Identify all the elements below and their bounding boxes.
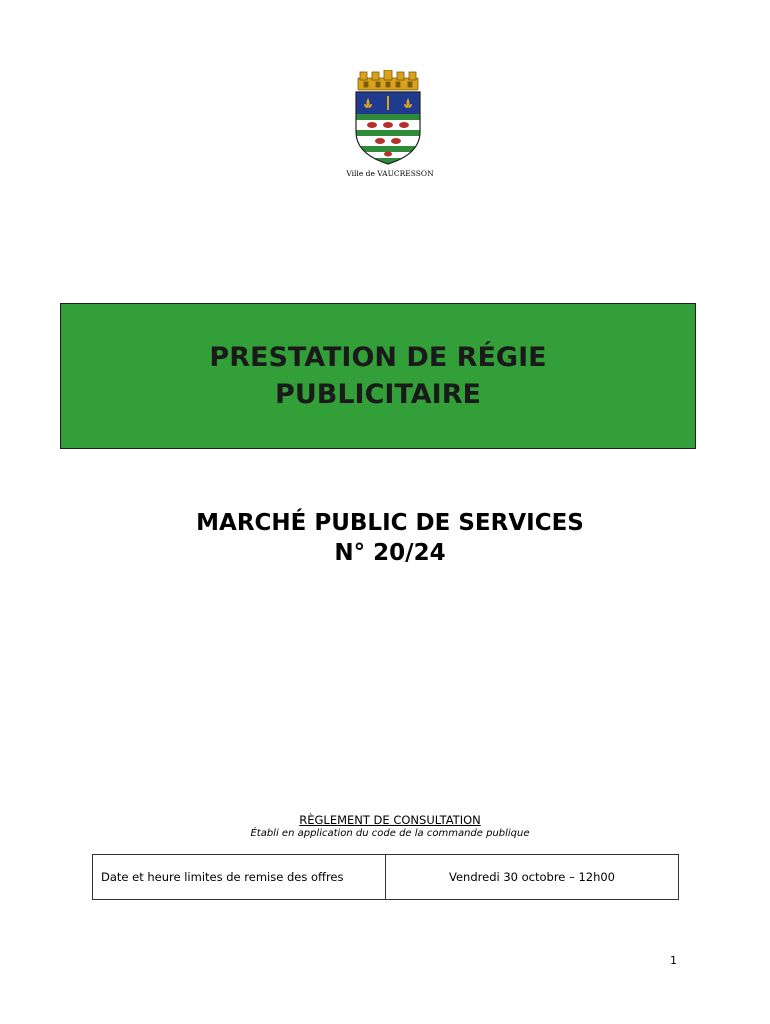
contract-type: MARCHÉ PUBLIC DE SERVICES <box>196 510 584 536</box>
coat-of-arms-icon <box>352 70 424 166</box>
contract-number: N° 20/24 <box>334 540 446 566</box>
reglement-heading <box>60 813 720 827</box>
deadline-value: Vendredi 30 octobre – 12h00 <box>386 855 679 900</box>
reglement-heading-text: RÈGLEMENT DE CONSULTATION <box>299 813 481 827</box>
mural-crown <box>358 70 418 90</box>
page-number: 1 <box>670 954 677 967</box>
deadline-label: Date et heure limites de remise des offres <box>93 855 386 900</box>
city-caption: Ville de VAUCRESSON <box>346 169 434 178</box>
deadline-table <box>92 854 679 900</box>
reglement-note: Établi en application du code de la commande publique <box>250 828 530 839</box>
title-banner <box>60 303 696 449</box>
document-title: PRESTATION DE RÉGIE PUBLICITAIRE <box>209 342 547 410</box>
table-row <box>93 855 679 900</box>
contract-subtitle <box>60 508 720 568</box>
